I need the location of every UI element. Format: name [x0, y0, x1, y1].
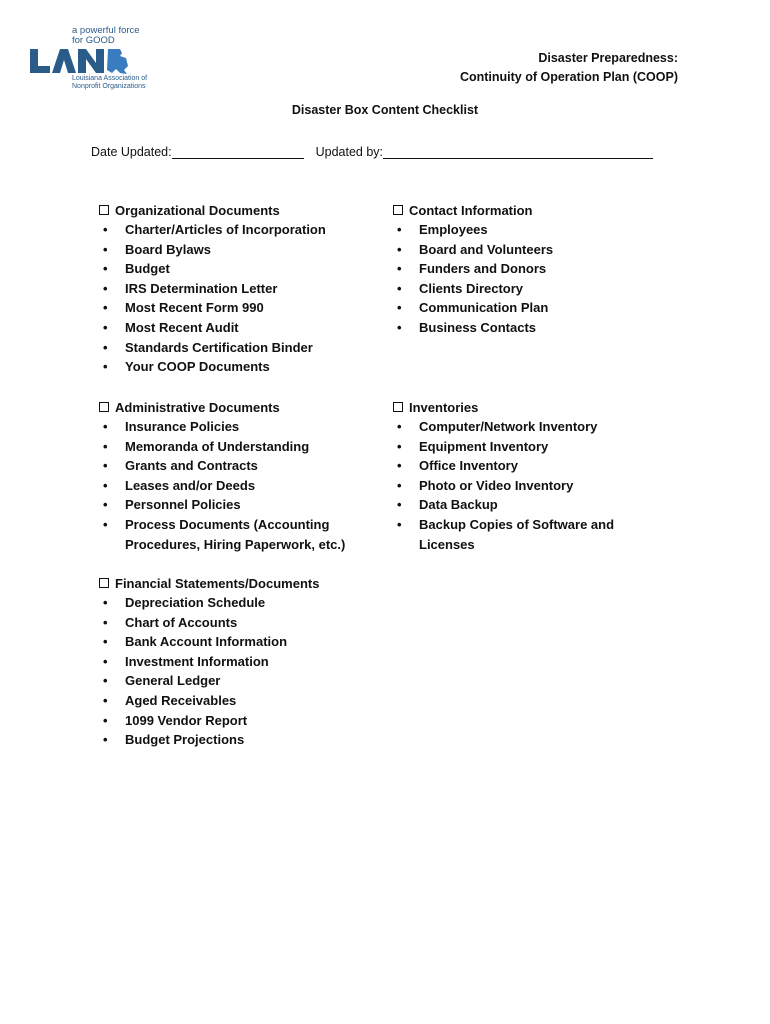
- checkbox-inventories[interactable]: [393, 402, 403, 412]
- logo-tagline-1: a powerful force: [72, 25, 140, 36]
- item-list: [393, 417, 653, 554]
- list-item: • Depreciation Schedule: [99, 593, 379, 613]
- list-item: • Chart of Accounts: [99, 613, 379, 633]
- date-updated-field[interactable]: [172, 145, 304, 159]
- section-inventories: [393, 397, 653, 554]
- list-item: • Board and Volunteers: [393, 240, 673, 260]
- logo-org-line-1: Louisiana Association of: [72, 75, 148, 82]
- section-organizational-documents: [99, 200, 379, 377]
- lano-logo: [28, 22, 158, 92]
- list-item: • Aged Receivables: [99, 691, 379, 711]
- header-line-1: Disaster Preparedness:: [538, 51, 678, 65]
- section-administrative-documents: [99, 397, 379, 554]
- section-title: Financial Statements/Documents: [115, 575, 320, 591]
- document-header: [460, 49, 678, 87]
- logo-tagline-2: for GOOD: [72, 35, 115, 46]
- list-item: • Personnel Policies: [99, 495, 379, 515]
- list-item: • Process Documents (Accounting Procedures, Hiring Paperwork, etc.): [99, 515, 355, 554]
- checkbox-organizational[interactable]: [99, 205, 109, 215]
- meta-row: [91, 145, 653, 159]
- list-item: • Investment Information: [99, 652, 379, 672]
- list-item: • Office Inventory: [393, 456, 653, 476]
- list-item: • Backup Copies of Software and Licenses: [393, 515, 619, 554]
- list-item: • Photo or Video Inventory: [393, 476, 653, 496]
- section-title: Contact Information: [409, 202, 533, 218]
- section-contact-information: [393, 200, 673, 338]
- list-item: • Grants and Contracts: [99, 456, 379, 476]
- item-list: [393, 220, 673, 338]
- list-item: • Employees: [393, 220, 673, 240]
- list-item: • Bank Account Information: [99, 632, 379, 652]
- item-list: [99, 220, 379, 377]
- list-item: • Charter/Articles of Incorporation: [99, 220, 379, 240]
- list-item: • Your COOP Documents: [99, 357, 379, 377]
- item-list: [99, 417, 379, 554]
- list-item: • Leases and/or Deeds: [99, 476, 379, 496]
- checkbox-contact[interactable]: [393, 205, 403, 215]
- list-item: • Most Recent Audit: [99, 318, 379, 338]
- section-financial-statements: [99, 573, 379, 750]
- list-item: • Computer/Network Inventory: [393, 417, 653, 437]
- item-list: [99, 593, 379, 750]
- updated-by-label: Updated by:: [315, 145, 384, 159]
- list-item: • Funders and Donors: [393, 259, 673, 279]
- section-title: Administrative Documents: [115, 399, 280, 415]
- list-item: • General Ledger: [99, 671, 379, 691]
- section-title: Organizational Documents: [115, 202, 280, 218]
- date-updated-label: Date Updated:: [91, 145, 172, 159]
- list-item: • Insurance Policies: [99, 417, 379, 437]
- list-item: • Board Bylaws: [99, 240, 379, 260]
- list-item: • Most Recent Form 990: [99, 298, 379, 318]
- checkbox-administrative[interactable]: [99, 402, 109, 412]
- list-item: • Business Contacts: [393, 318, 673, 338]
- updated-by-field[interactable]: [383, 145, 653, 159]
- list-item: • Memoranda of Understanding: [99, 437, 379, 457]
- list-item: • Communication Plan: [393, 298, 673, 318]
- list-item: • Data Backup: [393, 495, 653, 515]
- louisiana-state-shape-icon: [107, 49, 128, 74]
- header-line-2: Continuity of Operation Plan (COOP): [459, 70, 678, 84]
- list-item: • Budget: [99, 259, 379, 279]
- list-item: • Clients Directory: [393, 279, 673, 299]
- list-item: • IRS Determination Letter: [99, 279, 379, 299]
- page-title: Disaster Box Content Checklist: [291, 103, 479, 117]
- list-item: • Equipment Inventory: [393, 437, 653, 457]
- logo-org-line-2: Nonprofit Organizations: [72, 83, 146, 90]
- list-item: • Standards Certification Binder: [99, 338, 379, 358]
- list-item: • Budget Projections: [99, 730, 379, 750]
- checkbox-financial[interactable]: [99, 578, 109, 588]
- section-title: Inventories: [409, 399, 479, 415]
- lano-logo-graphic: [28, 22, 158, 92]
- list-item: • 1099 Vendor Report: [99, 711, 379, 731]
